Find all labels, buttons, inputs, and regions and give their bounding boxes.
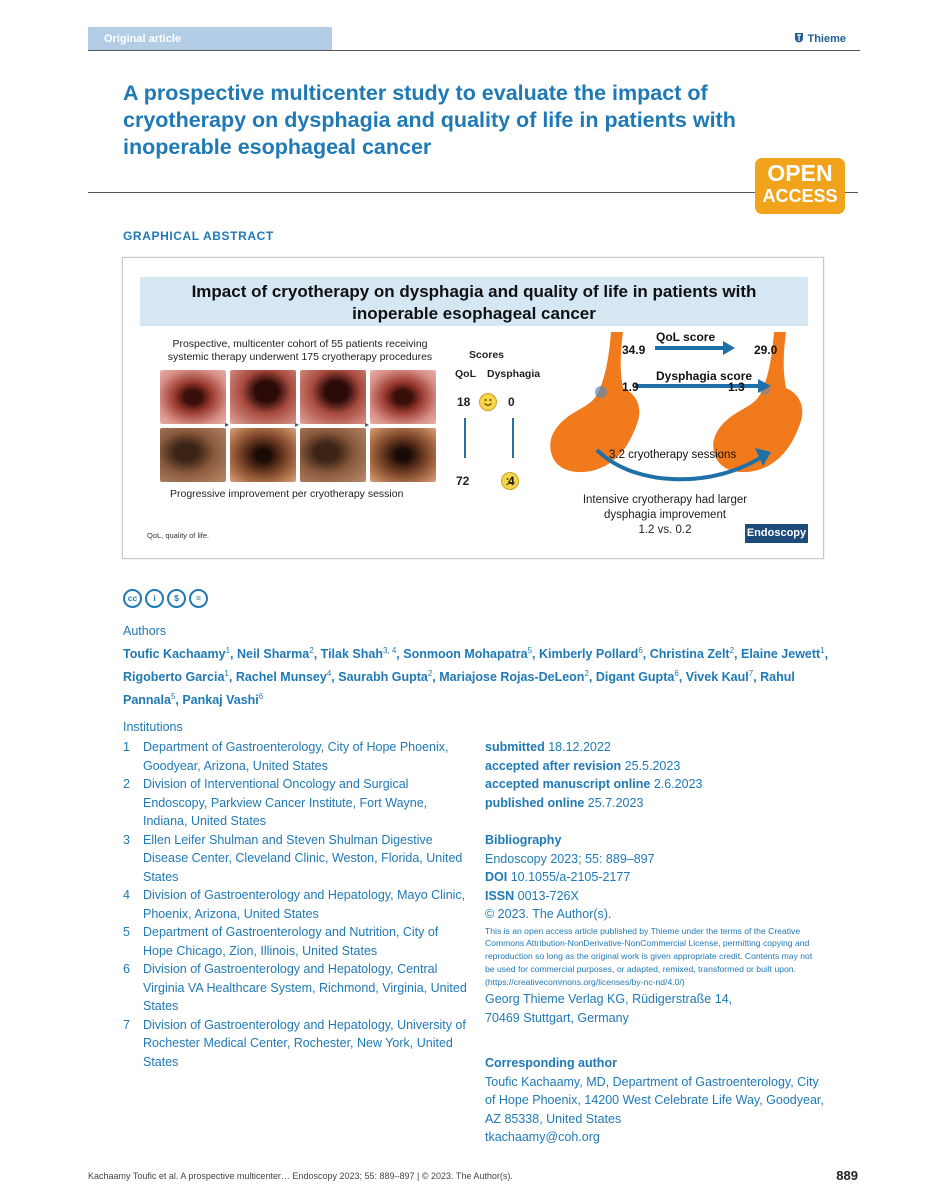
author-affiliation: 2	[309, 646, 314, 655]
abstract-footnote: QoL, quality of life.	[147, 531, 210, 540]
date-label: accepted after revision	[485, 758, 622, 773]
author-name: Tilak Shah	[320, 647, 383, 662]
corresponding-label: Corresponding author	[485, 1056, 617, 1070]
institution-text: Ellen Leifer Shulman and Steven Shulman Digestive Disease Center, Cleveland Clinic, Weston, Florida, United States	[143, 832, 463, 884]
bibliography-journal: Endoscopy 2023; 55: 889–897	[485, 851, 655, 866]
article-title: A prospective multicenter study to evaluate the impact of cryotherapy on dysphagia and quality of life in patients with inoperable esophageal cancer	[123, 81, 736, 159]
dysphagia-range-bar	[512, 418, 514, 458]
dysphagia-before: 1.9	[622, 380, 639, 394]
author-name: Mariajose Rojas-DeLeon	[439, 670, 585, 685]
institution-item	[123, 738, 468, 775]
sequence-arrow-icon: ▸	[365, 420, 370, 429]
smiley-happy-icon	[479, 393, 497, 411]
best-qol-score: 18	[457, 395, 471, 409]
date-row	[485, 757, 830, 776]
dates-block	[485, 738, 830, 812]
worst-qol-score: 72	[456, 474, 470, 488]
bibliography-block	[485, 831, 830, 1027]
banner-line2: inoperable esophageal cancer	[352, 304, 596, 323]
publisher-address-line2: 70469 Stuttgart, Germany	[485, 1010, 629, 1025]
publisher-name	[794, 32, 846, 45]
footer-citation: Kachaamy Toufic et al. A prospective multicenter… Endoscopy 2023; 55: 889–897 | © 2023. The Author(s).	[88, 1171, 513, 1181]
qol-range-bar	[464, 418, 466, 458]
institution-text: Division of Gastroenterology and Hepatology, University of Rochester Medical Center, Rochester, New York, United States	[143, 1017, 466, 1069]
author-name: Saurabh Gupta	[338, 670, 428, 685]
endoscopy-image	[370, 428, 436, 482]
institution-item	[123, 960, 468, 1016]
author-name: Pankaj Vashi	[182, 693, 259, 708]
corresponding-line1: Toufic Kachaamy, MD, Department of Gastroenterology, City	[485, 1074, 819, 1089]
scores-label: Scores	[469, 349, 505, 361]
author-affiliation: 1	[224, 669, 229, 679]
author-affiliation: 7	[748, 669, 754, 679]
author-name: Toufic Kachaamy	[123, 647, 226, 662]
institution-number: 6	[123, 962, 130, 976]
intensive-line1: Intensive cryotherapy had larger	[582, 494, 748, 506]
author-name: Digant Gupta	[595, 670, 675, 685]
dysphagia-after: 1.3	[728, 380, 745, 394]
sequence-arrow-icon: ▸	[225, 420, 230, 429]
institution-text: Division of Gastroenterology and Hepatology, Central Virginia VA Healthcare System, Richmond, Virginia, United States	[143, 962, 467, 1013]
author-affiliation: 2	[427, 669, 433, 679]
endoscopy-image	[300, 428, 366, 482]
journal-badge: Endoscopy	[745, 524, 808, 543]
corresponding-line3: AZ 85338, United States	[485, 1111, 622, 1126]
qol-score-label: QoL score	[656, 330, 716, 344]
doi-value[interactable]: 10.1055/a-2105-2177	[510, 870, 631, 884]
dysphagia-label: Dysphagia	[487, 368, 541, 380]
date-value: 18.12.2022	[548, 740, 611, 754]
tumor-before-icon	[595, 386, 607, 398]
attribution-icon[interactable]: i	[145, 589, 164, 608]
open-access-line2: ACCESS	[762, 186, 838, 206]
doi-label: DOI	[485, 870, 508, 884]
endoscopy-image	[230, 370, 296, 424]
endoscopy-image	[370, 370, 436, 424]
thieme-logo-icon	[794, 32, 804, 43]
date-value: 2.6.2023	[653, 777, 703, 791]
institution-number: 4	[123, 888, 130, 902]
progress-caption: Progressive improvement per cryotherapy session	[170, 488, 404, 500]
endoscopy-image	[160, 370, 226, 424]
institution-item	[123, 923, 468, 960]
author-affiliation: 3, 4	[382, 646, 397, 655]
endoscopy-image	[230, 428, 296, 482]
author-affiliation: 2	[729, 646, 735, 655]
graphical-abstract-banner	[140, 277, 808, 326]
author-name: Christina Zelt	[649, 647, 730, 662]
date-row	[485, 738, 830, 757]
cc-icon[interactable]: cc	[123, 589, 142, 608]
institution-list	[123, 738, 468, 1071]
author-affiliation: 6	[674, 669, 679, 679]
author-list: Toufic Kachaamy$^1$, Neil Sharma$^2$, Tilak Shah$^{3, 4}$, Sonmoon Mohapatra$^5$, Kimberly Pollard$^6$, Christina Zelt$^2$, Elaine Jewett$^1$, Rigoberto Garcia$^1$, Rachel Munsey$^4$, Saurabh Gupta$^2$, Mariajose Rojas-DeLeon$^2$, Digant Gupta$^6$, Vivek Kaul$^7$, Rahul Pannala$^5$, Pankaj Vashi$^6$	[123, 646, 829, 708]
doi-line	[485, 868, 830, 887]
sequence-arrow-icon: ▸	[295, 420, 300, 429]
banner-line1: Impact of cryotherapy on dysphagia and quality of life in patients with	[191, 282, 757, 301]
intensive-note	[565, 493, 765, 538]
intensive-line3: 1.2 vs. 0.2	[638, 524, 692, 536]
cohort-description	[160, 338, 440, 364]
date-value: 25.7.2023	[587, 795, 644, 810]
issn-label: ISSN	[485, 888, 515, 903]
title-rule	[88, 192, 858, 193]
sessions-label: 3.2 cryotherapy sessions	[609, 449, 737, 461]
institution-number: 5	[123, 925, 130, 939]
publisher-label: Thieme	[807, 33, 846, 45]
institution-item	[123, 1016, 468, 1072]
qol-after: 29.0	[754, 343, 778, 357]
publisher-address-line1: Georg Thieme Verlag KG, Rüdigerstraße 14,	[485, 992, 733, 1007]
qol-before: 34.9	[622, 343, 646, 357]
author-affiliation: 1	[820, 646, 825, 655]
author-name: Kimberly Pollard	[538, 647, 639, 662]
date-row	[485, 775, 830, 794]
date-label: published online	[485, 795, 585, 810]
date-label: submitted	[485, 740, 545, 754]
graphical-abstract-label: GRAPHICAL ABSTRACT	[123, 229, 274, 243]
date-label: accepted manuscript online	[485, 777, 651, 791]
open-access-badge	[755, 158, 845, 214]
bibliography-label: Bibliography	[485, 833, 562, 847]
corresponding-line2: of Hope Phoenix, 14200 West Celebrate Life Way, Goodyear,	[485, 1093, 824, 1107]
author-affiliation: 2	[584, 669, 589, 679]
qol-label: QoL	[455, 368, 476, 380]
author-name: Sonmoon Mohapatra	[403, 647, 528, 662]
section-label: Original article	[88, 27, 332, 51]
institution-text: Department of Gastroenterology, City of Hope Phoenix, Goodyear, Arizona, United States	[143, 740, 449, 773]
dysphagia-score-label: Dysphagia score	[656, 369, 753, 383]
license-icons	[123, 588, 211, 608]
header-rule	[88, 50, 860, 51]
noncommercial-icon[interactable]: $	[167, 589, 186, 608]
corresponding-email[interactable]: tkachaamy@coh.org	[485, 1130, 600, 1144]
issn-value: 0013-726X	[517, 888, 579, 903]
worst-dysphagia-score: 4	[508, 474, 515, 488]
institution-number: 2	[123, 777, 130, 791]
intensive-line2: dysphagia improvement	[603, 509, 727, 521]
institutions-label: Institutions	[123, 720, 183, 734]
institution-item	[123, 775, 468, 831]
date-row	[485, 794, 830, 813]
page-number: 889	[836, 1168, 858, 1183]
author-name: Rahul Pannala	[123, 670, 795, 708]
license-text: This is an open access article published by Thieme under the terms of the Creative Commons Attribution-NonDerivative-NonCommercial License, permitting copying and reproduction so long as the original work is given appropriate credit. Contents may not be used for commercial purposes, or adapted, remixed, transformed or built upon. (https://creativecommons.org/licenses/by-nc-nd/4.0/)	[485, 925, 813, 987]
cohort-line2: systemic therapy underwent 175 cryotherapy procedures	[167, 351, 433, 363]
author-name: Rigoberto Garcia	[123, 670, 225, 685]
author-name: Vivek Kaul	[685, 670, 749, 685]
author-name: Rachel Munsey	[235, 670, 327, 685]
open-access-line1: OPEN	[767, 160, 833, 186]
noderivatives-icon[interactable]: =	[189, 589, 208, 608]
author-affiliation: 6	[638, 646, 643, 655]
author-affiliation: 1	[225, 646, 231, 655]
authors-label: Authors	[123, 624, 167, 638]
institution-text: Division of Interventional Oncology and Surgical Endoscopy, Parkview Cancer Institute, Fort Wayne, Indiana, United States	[143, 777, 428, 828]
copyright-line: © 2023. The Author(s).	[485, 907, 612, 921]
cohort-line1: Prospective, multicenter cohort of 55 patients receiving	[172, 338, 428, 350]
endoscopy-image	[160, 428, 226, 482]
best-dysphagia-score: 0	[508, 395, 515, 409]
institution-item	[123, 886, 468, 923]
endoscopy-image	[300, 370, 366, 424]
issn-line	[485, 887, 830, 906]
institution-text: Department of Gastroenterology and Nutrition, City of Hope Chicago, Zion, Illinois, United States	[143, 925, 439, 958]
institution-item	[123, 831, 468, 887]
institution-number: 3	[123, 832, 130, 847]
author-name: Neil Sharma	[236, 647, 310, 662]
author-affiliation: 6	[258, 692, 264, 702]
institution-number: 7	[123, 1017, 130, 1032]
author-affiliation: 4	[326, 669, 332, 679]
date-value: 25.5.2023	[624, 758, 681, 773]
institution-text: Division of Gastroenterology and Hepatology, Mayo Clinic, Phoenix, Arizona, United States	[143, 888, 466, 921]
author-affiliation: 5	[170, 692, 176, 702]
corresponding-block	[485, 1054, 830, 1147]
author-affiliation: 5	[527, 646, 533, 655]
author-name: Elaine Jewett	[741, 647, 821, 662]
institution-number: 1	[123, 740, 130, 754]
